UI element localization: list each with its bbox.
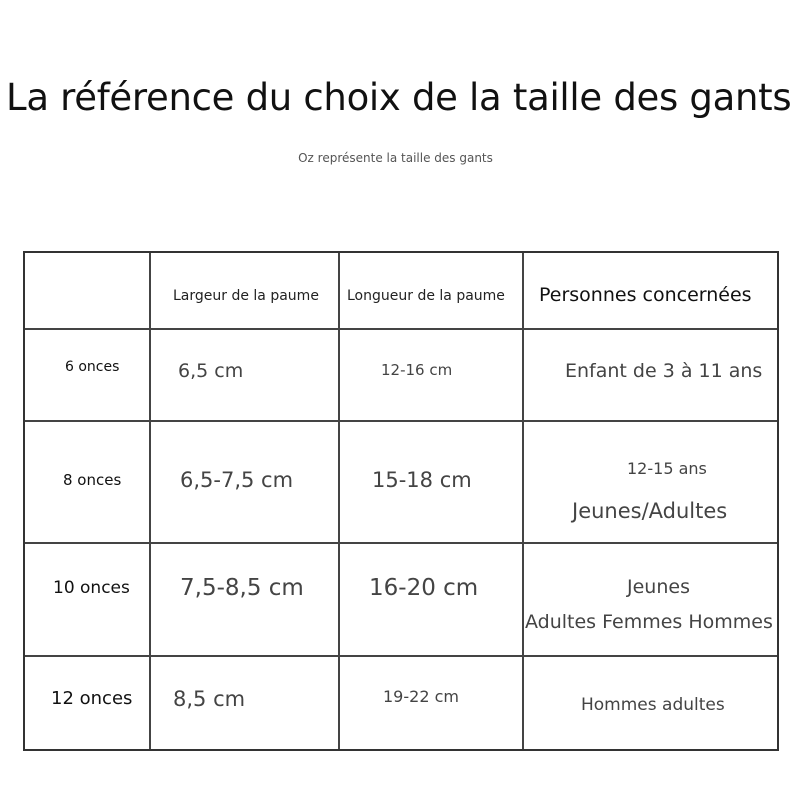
page-title: La référence du choix de la taille des gants bbox=[6, 76, 792, 119]
row-divider bbox=[25, 328, 777, 330]
row-size-10: 10 onces bbox=[53, 578, 130, 598]
row-divider bbox=[25, 655, 777, 657]
row-length-6: 12-16 cm bbox=[381, 361, 453, 379]
row-length-12: 19-22 cm bbox=[383, 687, 459, 706]
row-width-10: 7,5-8,5 cm bbox=[180, 575, 304, 601]
glove-size-table bbox=[23, 251, 779, 751]
subtitle-text: Oz représente la taille des gants bbox=[298, 151, 493, 165]
header-palm-length: Longueur de la paume bbox=[347, 288, 505, 304]
row-width-8: 6,5-7,5 cm bbox=[180, 468, 294, 492]
row-length-10: 16-20 cm bbox=[369, 575, 479, 601]
row-people-10-adults: Adultes Femmes Hommes bbox=[525, 611, 773, 633]
row-width-6: 6,5 cm bbox=[178, 360, 244, 382]
row-people-6: Enfant de 3 à 11 ans bbox=[565, 360, 763, 382]
row-size-8: 8 onces bbox=[63, 471, 122, 489]
header-people: Personnes concernées bbox=[539, 284, 752, 306]
row-divider bbox=[25, 420, 777, 422]
row-people-8-group: Jeunes/Adultes bbox=[572, 499, 728, 523]
row-people-10-youth: Jeunes bbox=[627, 576, 690, 598]
row-divider bbox=[25, 542, 777, 544]
row-length-8: 15-18 cm bbox=[372, 468, 472, 492]
row-size-12: 12 onces bbox=[51, 688, 133, 709]
page-subtitle bbox=[0, 151, 795, 165]
header-palm-width: Largeur de la paume bbox=[173, 288, 319, 304]
row-width-12: 8,5 cm bbox=[173, 687, 246, 711]
row-size-6: 6 onces bbox=[65, 359, 120, 375]
row-people-12: Hommes adultes bbox=[581, 695, 725, 715]
row-people-8-age: 12-15 ans bbox=[627, 459, 707, 478]
